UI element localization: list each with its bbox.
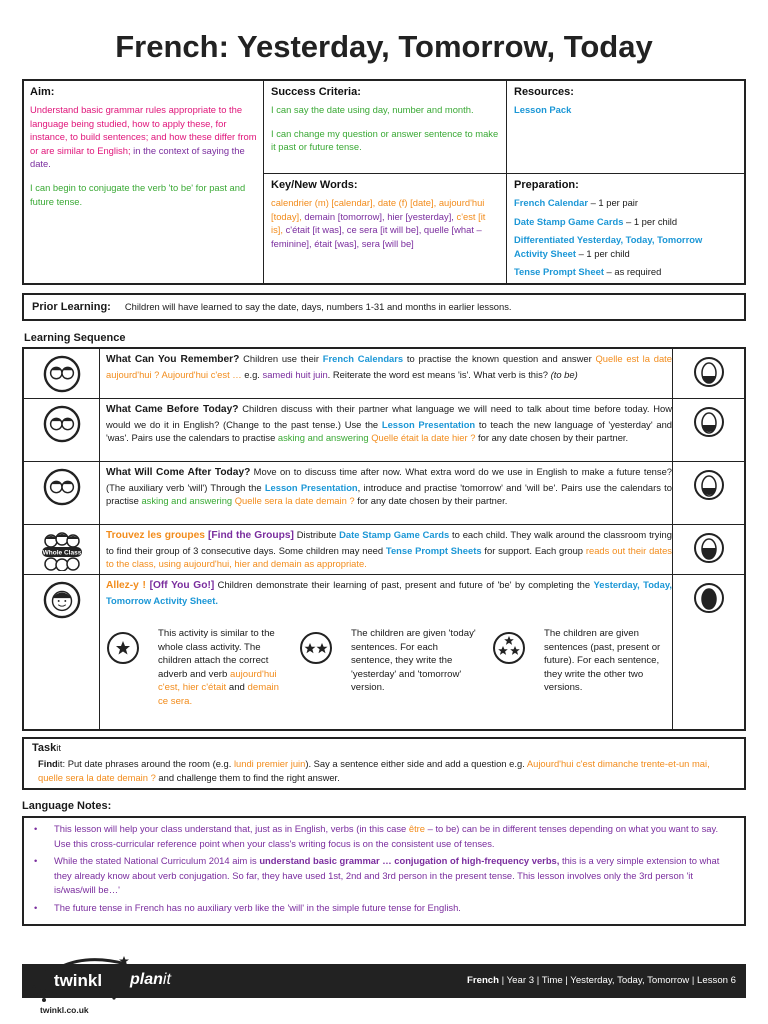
three-star-icon xyxy=(492,631,526,665)
sequence-text: What Came Before Today? Children discuss with their partner what language we will need to talk about time before today. How would we do it in English? (Change to the past tense.) Use the Lesson Presentation to teach the new language of 'yesterday' and 'was'. Pairs use the calendars to practise asking and answering Quelle était la date hier ? for any date chosen by their partner. xyxy=(106,403,672,444)
success-criteria-section xyxy=(265,81,505,168)
lesson-presentation-link[interactable]: Lesson Presentation xyxy=(264,481,358,493)
aim-text: Understand basic grammar rules appropriate to the language being studied, how to apply these, for instance, to build sentences; and how these differ from or are similar to English; xyxy=(30,103,257,156)
sequence-row-find-groups xyxy=(24,525,744,575)
sequence-row-after-today xyxy=(24,462,744,525)
svg-text:Whole Class: Whole Class xyxy=(42,549,81,557)
resources-heading: Resources: xyxy=(514,86,574,98)
key-words-heading: Key/New Words: xyxy=(271,179,358,191)
level-egg-icon xyxy=(672,575,744,729)
one-star-icon xyxy=(106,631,140,665)
single-face-icon xyxy=(24,575,100,729)
sequence-row-remember xyxy=(24,349,744,399)
resource-lesson-pack-link[interactable]: Lesson Pack xyxy=(514,103,572,115)
pair-faces-icon xyxy=(24,349,100,398)
resources-section xyxy=(508,81,744,131)
aim-context: in the context of saying the date. xyxy=(30,144,245,170)
sequence-text: What Can You Remember? Children use their French Calendars to practise the known question and answer Quelle est la date aujourd'hui ? Aujourd'hui c'est … e.g. samedi huit juin. Reiterate the word est means 'is'. What verb is this? (to be) xyxy=(106,353,672,380)
language-note-item: • This lesson will help your class understand that, just as in English, verbs (in this case être – to be) can be in different tenses depending on what you want to say. Use this cross-curricular reference point when your class's writing focus is on the consistent use of tenses. xyxy=(34,823,719,849)
whole-class-icon xyxy=(24,525,100,574)
aim-heading: Aim: xyxy=(30,86,55,98)
twinkl-logo[interactable] xyxy=(26,946,138,1006)
success-criteria-1: I can say the date using day, number and month. xyxy=(271,103,474,115)
lesson-overview-grid xyxy=(22,79,746,285)
prior-learning-box xyxy=(22,293,746,321)
prep-item: Tense Prompt Sheet – as required xyxy=(514,266,662,278)
prep-item: Differentiated Yesterday, Today, Tomorrow Activity Sheet – 1 per child xyxy=(514,234,703,259)
footer-breadcrumb: French | Year 3 | Time | Yesterday, Today, Tomorrow | Lesson 6 xyxy=(467,975,736,986)
level-egg-icon xyxy=(672,462,744,524)
svg-text:twinkl: twinkl xyxy=(53,971,103,990)
date-stamp-cards-link[interactable]: Date Stamp Game Cards xyxy=(339,529,450,540)
preparation-section xyxy=(508,174,744,288)
prep-item: Date Stamp Game Cards – 1 per child xyxy=(514,215,678,227)
prep-item-link[interactable]: Date Stamp Game Cards xyxy=(514,215,624,227)
language-note-item: • The future tense in French has no auxiliary verb like the 'will' in the simple future tense for English. xyxy=(34,901,461,913)
key-words-list: calendrier (m) [calendar], date (f) [date], aujourd'hui [today], demain [tomorrow], hier [yesterday], c'est [it is], c'était [it was], ce sera [it will be], quelle [what – feminine], était [was], sera [will be] xyxy=(271,196,486,249)
sequence-row-off-you-go: Allez-y ! [Off You Go!] Children demonstrate their learning of past, present and future of 'be' by completing the Yesterday, Today, Tomorrow Activity Sheet. This activity is similar to the whole class activity. The children attach the correct adverb and verb aujourd'hui c'est, hier c'était and demain ce sera. The children are given 'today' sentences. For each sentence, they write the 'yesterday' and 'tomorrow' version. The children are given sentences (past, present or future). For each sentence, they write the other two versions. xyxy=(24,575,744,729)
prep-item-link[interactable]: Tense Prompt Sheet xyxy=(514,266,604,278)
sequence-row-before-today xyxy=(24,399,744,462)
aim-section xyxy=(24,81,263,222)
language-note-item: • While the stated National Curriculum 2014 aim is understand basic grammar … conjugation of high-frequency verbs, this is a very simple extension to what they already know about verb conjugation. So far, they have used 1st, 2nd and 3rd person in the present tense. This lesson involves only the 3rd person 'it is/was/will be…' xyxy=(34,855,720,896)
findit-text: Findit: Put date phrases around the room (e.g. lundi premier juin). Say a sentence either side and add a question e.g. Aujourd'hui c'est dimanche trente-et-un mai, quelle sera la date demain ? and challenge them to find the right answer. xyxy=(38,757,710,783)
level-egg-icon xyxy=(672,399,744,461)
pair-faces-icon xyxy=(24,399,100,461)
prep-item: French Calendar – 1 per pair xyxy=(514,196,639,208)
language-notes-heading: Language Notes: xyxy=(22,800,112,812)
level-egg-icon xyxy=(672,525,744,574)
twinkl-site-link[interactable]: twinkl.co.uk xyxy=(40,1005,89,1015)
prep-item-link[interactable]: French Calendar xyxy=(514,196,588,208)
key-words-section xyxy=(265,174,505,264)
taskit-box xyxy=(22,737,746,790)
lesson-presentation-link[interactable]: Lesson Presentation xyxy=(381,418,476,430)
sequence-text: Allez-y ! [Off You Go!] Children demonstrate their learning of past, present and future of 'be' by completing the Yesterday, Today, Tomorrow Activity Sheet. xyxy=(106,579,672,606)
sequence-text: What Will Come After Today? Move on to discuss time after now. What extra word do we use in English to make a future tense? (The auxiliary verb 'will') Through the Lesson Presentation, introduce and practise 'tomorrow' and 'will be'. Pairs use the calendars to practise asking and answering Quelle sera la date demain ? for any date chosen by their partner. xyxy=(106,466,672,507)
activity-sheet-link[interactable]: Yesterday, Today, Tomorrow Activity Sheet. xyxy=(106,579,672,606)
pair-faces-icon xyxy=(24,462,100,524)
success-criteria-2: I can change my question or answer sentence to make it past or future tense. xyxy=(271,127,499,153)
prep-item-link[interactable]: Differentiated Yesterday, Today, Tomorrow Activity Sheet xyxy=(514,234,703,259)
two-star-icon xyxy=(299,631,333,665)
taskit-heading: Taskit xyxy=(32,742,61,754)
planit-brand: planit xyxy=(130,971,171,988)
learning-sequence-heading: Learning Sequence xyxy=(24,332,126,344)
preparation-heading: Preparation: xyxy=(514,179,579,191)
aim-objective: I can begin to conjugate the verb 'to be' for past and future tense. xyxy=(30,182,246,207)
sequence-text: Trouvez les groupes [Find the Groups] Distribute Date Stamp Game Cards to each child. They walk around the classroom trying to find their group of 3 consecutive days. Some children may need Tense Prompt Sheets for support. Each group reads out their dates to the class, using aujourd'hui, hier and demain as appropriate. xyxy=(106,529,672,570)
success-criteria-heading: Success Criteria: xyxy=(271,86,361,98)
learning-sequence-table xyxy=(22,347,746,731)
prior-learning-heading: Prior Learning: xyxy=(32,301,111,313)
language-notes-box xyxy=(22,816,746,926)
level-egg-icon xyxy=(672,349,744,398)
tense-prompt-sheets-link[interactable]: Tense Prompt Sheets xyxy=(385,544,482,556)
prior-learning-text: Children will have learned to say the date, days, numbers 1-31 and months in earlier lessons. xyxy=(124,301,512,312)
french-calendars-link[interactable]: French Calendars xyxy=(322,353,404,364)
page-title: French: Yesterday, Tomorrow, Today xyxy=(115,29,653,64)
